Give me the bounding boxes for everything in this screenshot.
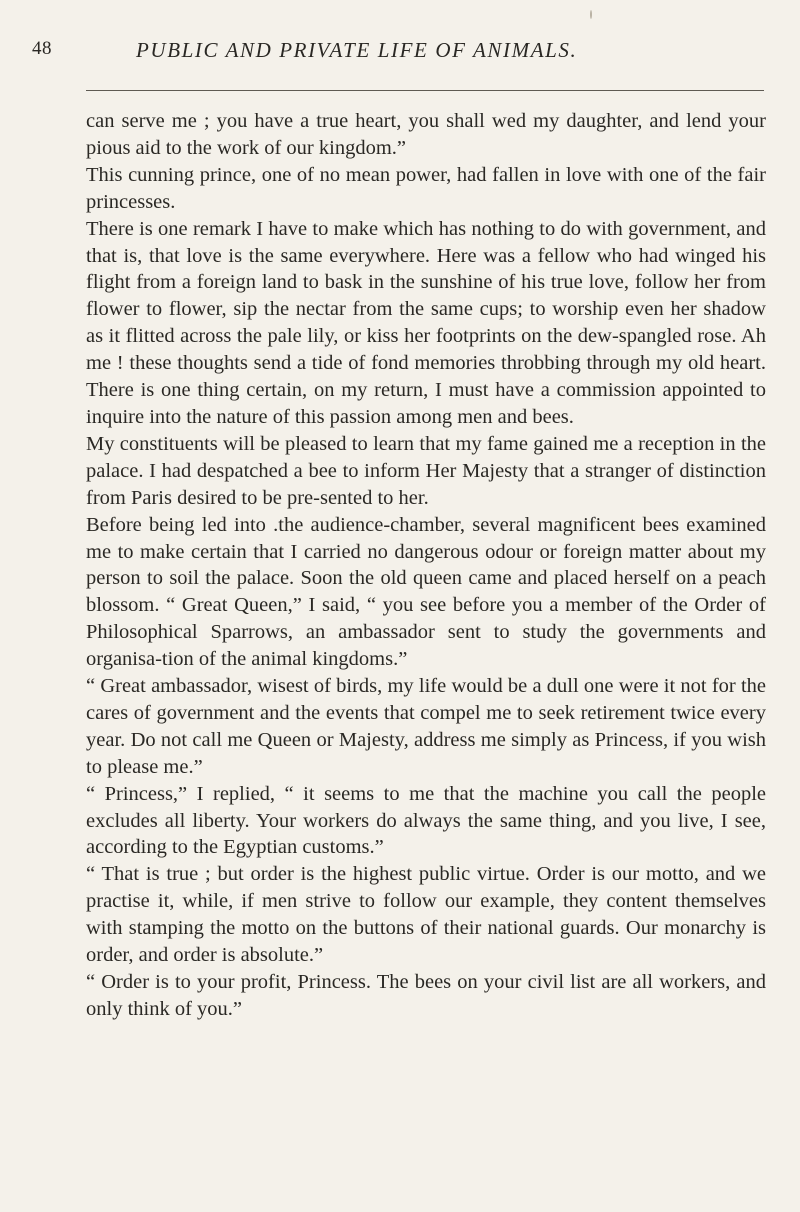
body-text: [86, 108, 766, 1023]
header-rule: [86, 90, 764, 91]
running-head: PUBLIC AND PRIVATE LIFE OF ANIMALS.: [136, 38, 578, 62]
paragraph: “ Order is to your profit, Princess. The bees on your civil list are all workers, and only think of you.”: [86, 971, 766, 1020]
paper-speck: [590, 10, 592, 19]
paragraph: There is one remark I have to make which has nothing to do with government, and that is, that love is the same everywhere. Here was a fellow who had winged his flight from a foreign land to bask in the sunshine of his true love, follow her from flower to flower, sip the nectar from the same cups; to worship even her shadow as it flitted across the pale lily, or kiss her footprints on the dew-spangled rose. Ah me ! these thoughts send a tide of fond memories throbbing through my old heart. There is one thing certain, on my return, I must have a commission appointed to inquire into the nature of this passion among men and bees.: [86, 217, 766, 428]
page-number: 48: [32, 38, 52, 59]
paragraph: “ That is true ; but order is the highest public virtue. Order is our motto, and we practise it, while, if men strive to follow our example, they content themselves with stamping the motto on the buttons of their national guards. Our monarchy is order, and order is absolute.”: [86, 863, 766, 967]
paragraph: This cunning prince, one of no mean power, had fallen in love with one of the fair princesses.: [86, 163, 766, 213]
paragraph: “ Great ambassador, wisest of birds, my life would be a dull one were it not for the cares of government and the events that compel me to seek retirement twice every year. Do not call me Queen or Majesty, address me simply as Princess, if you wish to please me.”: [86, 675, 766, 778]
paragraph: “ Princess,” I replied, “ it seems to me that the machine you call the people excludes all liberty. Your workers do always the same thing, and you live, I see, according to the Egyptian customs.”: [86, 782, 766, 859]
paragraph: My constituents will be pleased to learn that my fame gained me a reception in the palace. I had despatched a bee to inform Her Majesty that a stranger of distinction from Paris desired to be pre-sented to her.: [86, 432, 766, 509]
paragraph: can serve me ; you have a true heart, you shall wed my daughter, and lend your pious aid to the work of our kingdom.”: [86, 110, 766, 159]
paragraph: Before being led into .the audience-chamber, several magnificent bees examined me to make certain that I carried no dangerous odour or foreign matter about my person to soil the palace. Soon the old queen came and placed herself on a peach blossom. “ Great Queen,” I said, “ you see before you a member of the Order of Philosophical Sparrows, an ambassador sent to study the governments and organisa-tion of the animal kingdoms.”: [86, 513, 766, 671]
page-header: [32, 38, 752, 72]
